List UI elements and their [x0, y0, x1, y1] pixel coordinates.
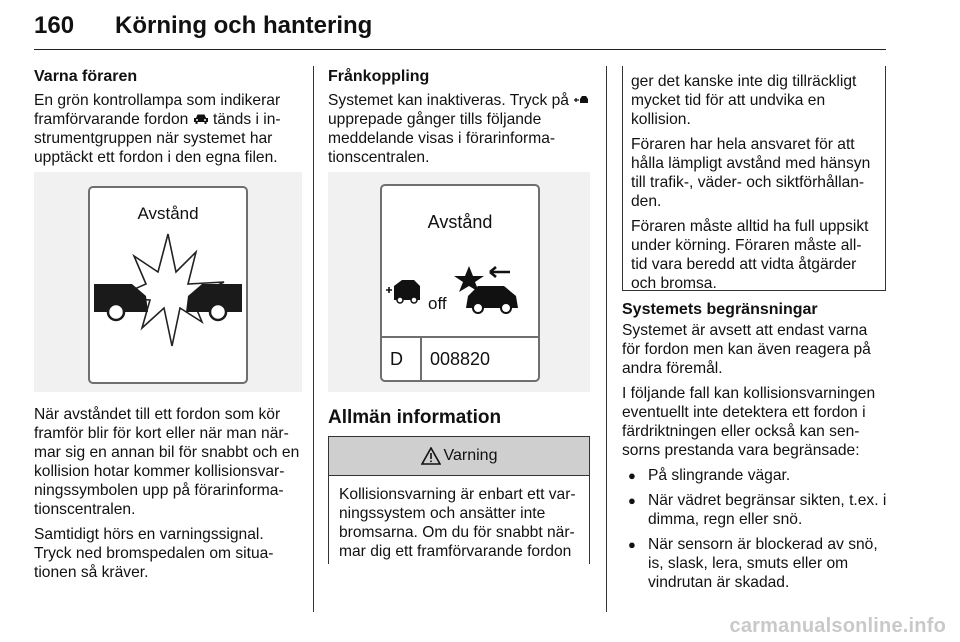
- warning-title: Varning: [443, 447, 498, 464]
- section-heading-general-info: Allmän information: [328, 407, 502, 428]
- disabled-symbols: [328, 172, 590, 392]
- watermark: carmanualsonline.info: [729, 615, 946, 637]
- column-divider-2: [606, 66, 607, 612]
- display-code: 008820: [430, 349, 491, 369]
- limitations-paragraph-1: Systemet är avsett att endast varna för fordon men kan även reagera på andra föremål.: [622, 322, 871, 377]
- list-item: ● På slingrande vägar.: [622, 466, 888, 485]
- warning-text: Kollisionsvarning är enbart ett var-ningssystem och ansätter inte bromsarna. Om du för snabbt när-mar dig ett framförvarande fordon: [339, 486, 576, 560]
- display-label: Avstånd: [137, 204, 199, 223]
- arrow-left-icon: [490, 267, 510, 277]
- column-2-top: [328, 67, 590, 173]
- section-heading-warn-driver: Varna föraren: [34, 68, 138, 85]
- column-1-top: [34, 67, 302, 173]
- header-rule: [34, 49, 886, 50]
- page-title: Körning och hantering: [115, 12, 373, 39]
- warning-continued-p3: Föraren måste alltid ha full uppsikt under körning. Föraren måste all-tid vara beredd att vidta åtgärder och bromsa.: [631, 218, 869, 292]
- warning-continued-p1: ger det kanske inte dig tillräckligt mycket tid för att undvika en kollision.: [631, 73, 857, 128]
- brake-paragraph: Samtidigt hörs en varningssignal. Tryck ned bromspedalen om situa-tionen så kräver.: [34, 526, 274, 581]
- page-number: 160: [34, 12, 75, 39]
- warning-continued-p2: Föraren har hela ansvaret för att hålla lämpligt avstånd med hänsyn till trafik-, väder- och siktförhållan-den.: [631, 136, 871, 210]
- section-heading-disable: Frånkoppling: [328, 68, 430, 85]
- front-car-icon: [466, 286, 518, 313]
- column-divider-1: [313, 66, 314, 612]
- collision-warning-figure: [34, 172, 302, 392]
- collision-warning-symbol: [34, 172, 302, 392]
- display-off-text: off: [428, 294, 447, 313]
- distance-setting-icon: [573, 94, 589, 106]
- display-label-off: Avstånd: [427, 212, 493, 232]
- list-item: ● När vädret begränsar sikten, t.ex. i dimma, regn eller snö.: [622, 491, 888, 529]
- warn-driver-paragraph: En grön kontrollampa som indikerar framförvarande fordon tänds i in-strumentgruppen när systemet har upptäckt ett fordon i den egna filen.: [34, 92, 281, 166]
- warning-box-continued: [622, 66, 886, 291]
- column-1-bottom: [34, 405, 304, 588]
- page-header: [34, 12, 886, 50]
- warning-symbol-paragraph: När avståndet till ett fordon som kör framför blir för kort eller när man när-mar sig en annan bil för snabbt och en kollision hotar kommer kollisionsvar-ningssymbolen upp på förarinforma-tionscentralen.: [34, 406, 300, 518]
- warning-triangle-icon: [421, 447, 441, 465]
- limitations-paragraph-2: I följande fall kan kollisionsvarningen eventuellt inte detektera ett fordon i färdriktningen eller också kan sen-sorns prestanda vara begränsade:: [622, 385, 876, 459]
- display-letter: D: [390, 349, 403, 369]
- disable-paragraph: Systemet kan inaktiveras. Tryck på upprepade gånger tills följande meddelande visas i förarinforma-tionscentralen.: [328, 91, 590, 167]
- vehicle-ahead-icon: [193, 113, 209, 125]
- limitations-list: [622, 466, 888, 592]
- disabled-display-figure: [328, 172, 590, 392]
- warning-box-header: [329, 437, 589, 476]
- distance-car-icon: [386, 280, 420, 303]
- column-3-bottom: [622, 300, 888, 598]
- list-item: ● När sensorn är blockerad av snö, is, slask, lera, smuts eller om vindrutan är skadad.: [622, 535, 888, 592]
- section-heading-limitations: Systemets begränsningar: [622, 301, 818, 318]
- warning-box: [328, 436, 590, 564]
